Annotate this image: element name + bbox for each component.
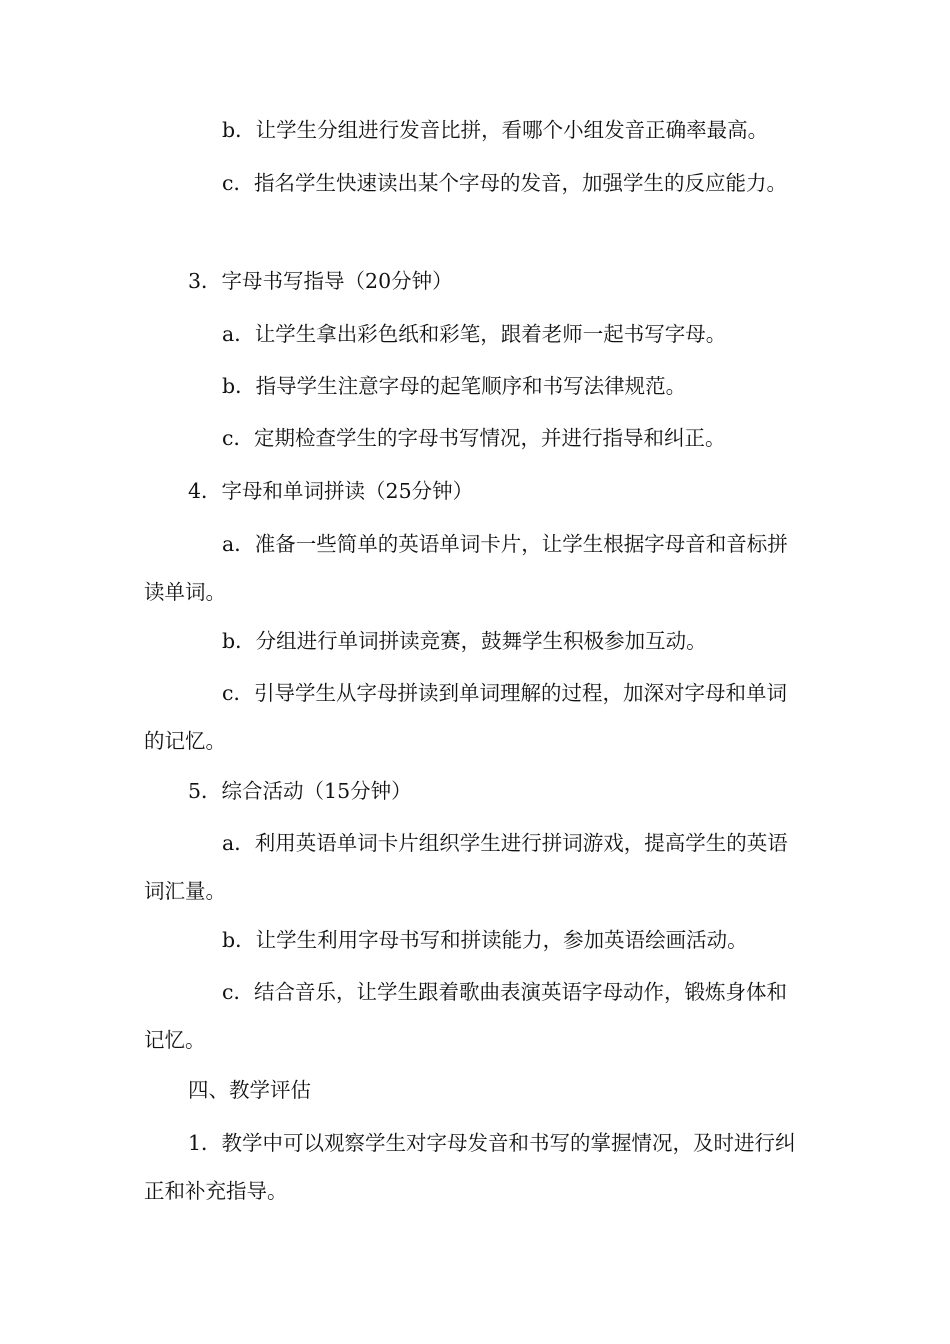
paragraph-check-writing: c．定期检查学生的字母书写情况，并进行指导和纠正。 [222, 426, 726, 450]
paragraph-color-paper: a．让学生拿出彩色纸和彩笔，跟着老师一起书写字母。 [222, 322, 727, 346]
heading-letter-writing: 3．字母书写指导（20分钟） [188, 269, 453, 293]
paragraph-quick-reading: c．指名学生快速读出某个字母的发音，加强学生的反应能力。 [222, 171, 787, 195]
paragraph-spelling-contest: b．分组进行单词拼读竞赛，鼓舞学生积极参加互动。 [222, 629, 707, 653]
heading-comprehensive-activity: 5．综合活动（15分钟） [188, 779, 412, 803]
paragraph-drawing-activity: b．让学生利用字母书写和拼读能力，参加英语绘画活动。 [222, 928, 748, 952]
paragraph-guide-understanding: c．引导学生从字母拼读到单词理解的过程，加深对字母和单词的记忆。 [144, 681, 787, 753]
paragraph-word-game: a．利用英语单词卡片组织学生进行拼词游戏，提高学生的英语词汇量。 [144, 831, 788, 903]
paragraph-word-cards: a．准备一些简单的英语单词卡片，让学生根据字母音和音标拼读单词。 [144, 532, 788, 604]
heading-word-spelling: 4．字母和单词拼读（25分钟） [188, 479, 474, 503]
paragraph-observation: 1．教学中可以观察学生对字母发音和书写的掌握情况，及时进行纠正和补充指导。 [144, 1131, 796, 1203]
paragraph-music-activity: c．结合音乐，让学生跟着歌曲表演英语字母动作，锻炼身体和记忆。 [144, 980, 787, 1052]
heading-teaching-evaluation: 四、教学评估 [188, 1078, 311, 1102]
paragraph-pronunciation-contest: b．让学生分组进行发音比拼，看哪个小组发音正确率最高。 [222, 118, 769, 142]
paragraph-stroke-order: b．指导学生注意字母的起笔顺序和书写法律规范。 [222, 374, 687, 398]
